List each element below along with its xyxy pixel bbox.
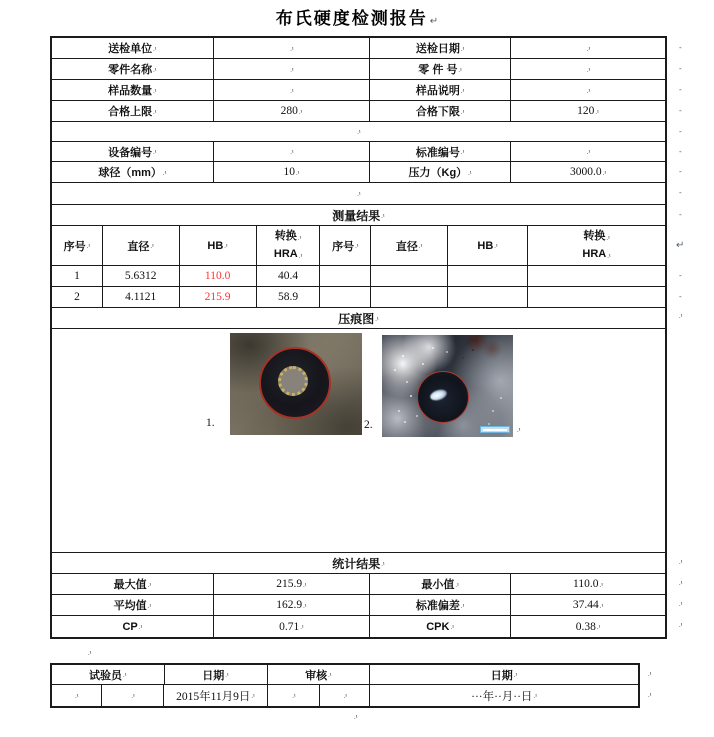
label-cell: 平均值 .¹ (52, 595, 214, 615)
cell-end-mark: .¹ (150, 243, 154, 250)
label-cell (52, 80, 214, 100)
scale-bar-line (483, 429, 507, 431)
cell-end-mark: .¹ (290, 87, 294, 95)
data-cell[interactable] (371, 266, 448, 286)
statistics-row (52, 616, 665, 637)
cell-end-mark: .¹ (460, 602, 465, 610)
cell-end-mark: .¹ (586, 87, 591, 95)
row-end-mark: - (679, 188, 682, 197)
signature-cell[interactable] (102, 685, 165, 706)
cell-end-mark: .¹ (357, 129, 361, 136)
header-cell (320, 226, 371, 265)
value-cell[interactable] (214, 101, 370, 121)
cell-end-mark: .¹ (122, 672, 127, 679)
header-cell (103, 226, 180, 265)
label-text: 标准编号 (415, 146, 460, 159)
header-cell (180, 226, 257, 265)
report-table (50, 36, 667, 639)
header-text: 序号 (63, 240, 86, 253)
cell-end-mark: .¹ (303, 602, 307, 610)
cell-end-mark: .¹ (679, 580, 683, 587)
cell-end-mark: .¹ (300, 624, 304, 631)
cell-end-mark: .¹ (450, 624, 455, 631)
data-cell[interactable] (320, 287, 371, 307)
reviewer-header-cell: 审核 .¹ (268, 665, 371, 684)
paragraph-mark-icon: ↵ (676, 240, 685, 251)
signature-table (50, 663, 640, 708)
cell-end-mark: .¹ (513, 672, 518, 679)
spacer-row (52, 183, 665, 205)
indentation-highlight (429, 388, 448, 403)
row-end-mark: - (679, 85, 682, 94)
cell-end-mark: .¹ (533, 693, 538, 700)
header-text: HB (477, 239, 494, 252)
value-cell[interactable] (511, 38, 665, 58)
row-end-mark: - (679, 271, 682, 280)
cell-end-mark: .¹ (86, 243, 91, 250)
cell-end-mark: .¹ (679, 559, 683, 566)
data-cell[interactable] (448, 266, 528, 286)
data-cell[interactable]: 2 (52, 287, 103, 307)
table-row (52, 38, 665, 59)
statistics-row (52, 595, 665, 616)
cell-end-mark: .¹ (586, 149, 591, 156)
label-cell (52, 101, 214, 121)
data-cell[interactable] (528, 287, 665, 307)
cell-end-mark: .¹ (648, 692, 652, 699)
label-cell (370, 38, 511, 58)
indentation-image-2[interactable] (382, 335, 513, 437)
cell-end-mark: .¹ (153, 87, 157, 95)
review-date-cell[interactable]: ···年··月··日 .¹ (471, 690, 538, 703)
cell-end-mark: .¹ (153, 45, 157, 53)
cell-end-mark: .¹ (375, 315, 379, 323)
header-text: HB (207, 239, 224, 252)
value-cell[interactable] (214, 59, 370, 79)
header-line: 转换.¹ (274, 229, 302, 242)
cell-end-mark: .¹ (225, 672, 229, 679)
data-cell[interactable]: 58.9 (257, 287, 321, 307)
cell-end-mark: .¹ (292, 693, 296, 700)
cell-end-mark: .¹ (494, 243, 498, 250)
label-text: 球径（mm） (98, 167, 162, 179)
image-label-2: 2. (364, 419, 373, 431)
data-cell[interactable] (528, 266, 665, 286)
cell-end-mark: .¹ (88, 650, 92, 657)
cell-end-mark: .¹ (354, 714, 358, 721)
table-row (52, 142, 665, 162)
data-cell[interactable]: 40.4 (257, 266, 321, 286)
spacer-row (52, 122, 665, 142)
label-text: 样品数量 (108, 85, 153, 97)
row-end-mark: - (679, 64, 682, 73)
label-text: 送检日期 (415, 43, 460, 55)
row-end-mark: - (679, 106, 682, 115)
value-cell[interactable]: 0.71 .¹ (214, 616, 370, 637)
value-text: 120 (577, 105, 595, 117)
indentation-center-ring (278, 366, 308, 396)
indentation-circle-2 (417, 371, 469, 423)
value-cell[interactable] (214, 80, 370, 100)
section-header-indentation (52, 308, 665, 329)
date-header-cell: 日期 .¹ (165, 665, 268, 684)
value-cell[interactable]: 37.44 .¹ (572, 599, 604, 611)
label-cell (52, 59, 214, 79)
indentation-image-1[interactable] (230, 333, 362, 435)
cell-end-mark: .¹ (460, 87, 465, 95)
measurement-data-row (52, 287, 665, 308)
value-cell[interactable]: 162.9 .¹ (214, 595, 370, 615)
tester-header-cell: 试验员 .¹ (52, 665, 165, 684)
label-text: 合格上限 (108, 106, 153, 118)
value-cell[interactable]: 0.38 .¹ (575, 620, 601, 633)
cell-end-mark: .¹ (679, 313, 683, 320)
label-cell: 标准偏差 .¹ (370, 595, 511, 615)
title-row (0, 4, 714, 29)
row-end-mark: - (679, 210, 682, 219)
cell-end-mark: .¹ (75, 693, 79, 700)
header-cell (448, 226, 528, 265)
value-cell[interactable] (511, 80, 665, 100)
cell-end-mark: .¹ (138, 624, 143, 631)
row-end-mark: - (679, 292, 682, 301)
label-cell (370, 162, 511, 182)
data-cell[interactable]: 5.6312 (103, 266, 180, 286)
value-text: 3000.0 (569, 166, 602, 178)
value-cell[interactable] (511, 59, 665, 79)
label-cell: CPK .¹ (370, 616, 511, 637)
header-cell (257, 226, 321, 265)
data-cell-hb[interactable]: 110.0 (180, 266, 257, 286)
section-title: 统计结果 (332, 556, 381, 571)
cell-end-mark: .¹ (460, 149, 465, 156)
data-cell[interactable] (448, 287, 528, 307)
cell-end-mark: .¹ (298, 108, 303, 116)
value-cell[interactable]: 110.0 .¹ (573, 578, 604, 590)
section-title: 测量结果 (332, 208, 381, 223)
value-text: 10 (283, 166, 295, 178)
two-line-header (274, 228, 302, 264)
cell-end-mark: .¹ (596, 624, 601, 631)
label-text: 设备编号 (108, 146, 153, 159)
header-line: 转换.¹ (583, 229, 610, 242)
cell-end-mark: .¹ (153, 149, 157, 156)
cell-end-mark: .¹ (298, 252, 303, 260)
cell-end-mark: .¹ (602, 169, 607, 177)
row-end-mark: - (679, 43, 682, 52)
cell-end-mark: .¹ (381, 560, 385, 568)
cell-end-mark: .¹ (595, 108, 599, 116)
cell-end-mark: .¹ (460, 108, 465, 116)
image-label-1: 1. (206, 417, 215, 429)
date-header-cell: 日期 .¹ (490, 669, 518, 682)
value-cell[interactable] (511, 142, 665, 161)
cell-end-mark: .¹ (418, 243, 423, 250)
indentation-circle-1 (259, 347, 331, 419)
cell-end-mark: .¹ (679, 601, 683, 608)
label-cell: 最小值 .¹ (370, 574, 511, 594)
cell-end-mark: .¹ (517, 427, 521, 434)
cell-end-mark: .¹ (648, 671, 652, 678)
cell-end-mark: .¹ (295, 169, 300, 177)
signature-cell[interactable] (52, 685, 102, 706)
cell-end-mark: .¹ (679, 622, 683, 629)
value-cell[interactable] (214, 162, 370, 182)
label-text: 样品说明 (415, 85, 460, 97)
label-cell (370, 142, 511, 161)
cell-end-mark: .¹ (599, 581, 604, 589)
row-end-mark: - (679, 127, 682, 136)
cell-end-mark: .¹ (290, 149, 294, 156)
cell-end-mark: .¹ (455, 581, 459, 589)
scale-bar (480, 426, 510, 433)
cell-end-mark: .¹ (606, 234, 610, 242)
measurement-header-row (52, 226, 665, 266)
paragraph-mark-icon: ↵ (429, 16, 439, 27)
cell-end-mark: .¹ (343, 693, 348, 700)
header-text: 序号 (332, 240, 355, 253)
cell-end-mark: .¹ (381, 212, 385, 220)
cell-end-mark: .¹ (586, 66, 591, 74)
section-header-measurement (52, 205, 665, 226)
cell-end-mark: .¹ (328, 672, 332, 679)
signature-cell[interactable] (268, 685, 321, 706)
cell-end-mark: .¹ (297, 234, 302, 242)
value-cell[interactable] (214, 142, 370, 161)
measurement-data-row (52, 266, 665, 287)
header-cell (371, 226, 448, 265)
label-cell: CP .¹ (52, 616, 214, 637)
label-text: 送检单位 (108, 43, 153, 55)
label-cell (52, 38, 214, 58)
table-row (52, 101, 665, 122)
cell-end-mark: .¹ (355, 243, 359, 250)
header-cell (528, 226, 665, 265)
cell-end-mark: .¹ (458, 66, 462, 74)
section-header-statistics (52, 553, 665, 574)
cell-end-mark: .¹ (460, 45, 465, 53)
two-line-header (582, 228, 610, 264)
cell-end-mark: .¹ (290, 45, 294, 53)
label-text: 合格下限 (415, 106, 460, 118)
test-date-cell[interactable]: 2015年11月9日 .¹ (164, 685, 267, 706)
cell-end-mark: .¹ (290, 66, 294, 74)
label-cell (370, 59, 511, 79)
cell-end-mark: .¹ (224, 243, 228, 250)
signature-value-row (52, 685, 638, 706)
label-cell: 最大值 .¹ (52, 574, 214, 594)
data-cell[interactable]: 4.1121 (103, 287, 180, 307)
cell-end-mark: .¹ (586, 45, 591, 53)
cell-end-mark: .¹ (147, 602, 152, 610)
row-end-mark: - (679, 147, 682, 156)
signature-cell[interactable] (320, 685, 370, 706)
cell-end-mark: .¹ (357, 191, 361, 198)
header-line: HRA.¹ (273, 247, 303, 260)
cell-end-mark: .¹ (303, 581, 307, 589)
header-text: 直径 (127, 240, 150, 253)
table-row (52, 59, 665, 80)
cell-end-mark: .¹ (153, 108, 157, 116)
data-cell[interactable]: 1 (52, 266, 103, 286)
data-cell[interactable] (371, 287, 448, 307)
label-cell (370, 101, 511, 121)
cell-end-mark: .¹ (468, 169, 472, 177)
value-cell[interactable] (511, 101, 665, 121)
data-cell[interactable] (320, 266, 371, 286)
value-cell[interactable] (214, 38, 370, 58)
speckle-texture (402, 355, 404, 357)
cell-end-mark: .¹ (251, 693, 255, 700)
label-cell (52, 162, 214, 182)
cell-end-mark: .¹ (131, 693, 135, 700)
signature-header-row (52, 665, 638, 685)
value-cell[interactable] (511, 162, 665, 182)
cell-end-mark: .¹ (153, 66, 157, 74)
value-cell[interactable]: 215.9 .¹ (214, 574, 370, 594)
cell-end-mark: .¹ (599, 602, 604, 610)
label-text: 零件名称 (108, 64, 153, 76)
section-title: 压痕图 (338, 311, 375, 326)
data-cell-hb[interactable]: 215.9 (180, 287, 257, 307)
report-title: 布氏硬度检测报告 (275, 9, 428, 28)
value-text: 280 (280, 105, 298, 117)
indentation-image-row (52, 329, 665, 553)
cell-end-mark: .¹ (162, 169, 167, 177)
header-line: HRA.¹ (582, 247, 611, 260)
header-cell (52, 226, 103, 265)
table-row (52, 80, 665, 101)
row-end-mark: - (679, 167, 682, 176)
cell-end-mark: .¹ (147, 581, 152, 589)
label-text: 压力（Kg） (408, 167, 468, 179)
statistics-row (52, 574, 665, 595)
label-text: 零 件 号 (418, 64, 458, 76)
table-row (52, 162, 665, 183)
label-cell (52, 142, 214, 161)
label-cell (370, 80, 511, 100)
cell-end-mark: .¹ (607, 252, 611, 260)
header-text: 直径 (395, 240, 418, 253)
